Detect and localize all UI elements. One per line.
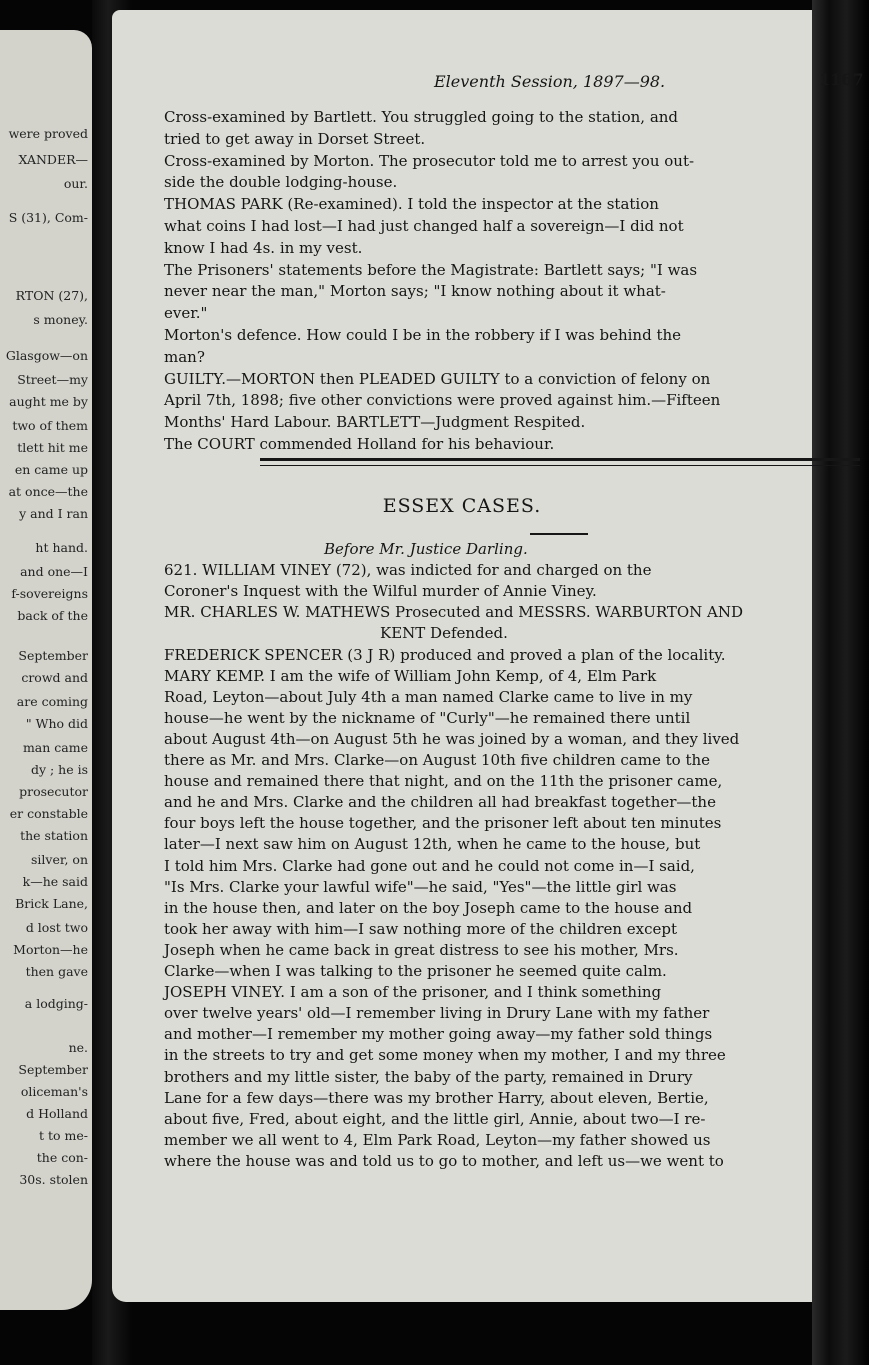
left-page-fragment: er constable — [9, 806, 88, 821]
left-page-fragment: " Who did — [25, 716, 88, 731]
top-line: never near the man," Morton says; "I know nothing about it what- — [164, 282, 666, 301]
left-page-fragment: s money. — [33, 312, 88, 327]
bottom-line: brothers and my little sister, the baby of the party, remained in Drury — [164, 1067, 693, 1086]
top-line: ever." — [164, 304, 208, 323]
bottom-line: there as Mr. and Mrs. Clarke—on August 10th five children came to the — [164, 751, 711, 769]
left-facing-page — [0, 30, 92, 1310]
left-page-fragment: ht hand. — [35, 540, 88, 555]
left-page-fragment: Brick Lane, — [15, 896, 88, 911]
top-line: THOMAS PARK (Re-examined). I told the inspector at the station — [164, 195, 659, 214]
bottom-line: FREDERICK SPENCER (3 J R) produced and proved a plan of the locality. — [164, 645, 726, 664]
bottom-line: member we all went to 4, Elm Park Road, Leyton—my father showed us — [164, 1130, 711, 1149]
bottom-line: took her away with him—I saw nothing more of the children except — [164, 919, 678, 938]
left-page-fragment: d lost two — [25, 920, 88, 935]
page-number: 1167 — [819, 70, 864, 89]
top-line: Cross-examined by Bartlett. You struggled going to the station, and — [164, 108, 679, 126]
left-page-fragment: back of the — [17, 608, 88, 623]
bottom-line: Joseph when he came back in great distress to see his mother, Mrs. — [164, 940, 679, 959]
bottom-line: in the streets to try and get some money when my mother, I and my three — [164, 1046, 726, 1065]
left-page-fragment: dy ; he is — [30, 762, 88, 777]
left-page-fragment: the con- — [36, 1150, 88, 1165]
running-title: Eleventh Session, 1897—98. — [434, 72, 666, 91]
bottom-line: Lane for a few days—there was my brother Harry, about eleven, Bertie, — [164, 1088, 709, 1107]
left-page-fragment: at once—the — [8, 484, 88, 499]
bottom-line: Clarke—when I was talking to the prisoner he seemed quite calm. — [164, 962, 667, 980]
top-line: know I had 4s. in my vest. — [164, 238, 363, 257]
bottom-line: MARY KEMP. I am the wife of William John Kemp, of 4, Elm Park — [164, 666, 657, 685]
bottom-line: Before Mr. Justice Darling. — [324, 540, 528, 558]
left-page-fragment: man came — [22, 740, 88, 755]
section-title: ESSEX CASES. — [382, 495, 542, 517]
left-page-fragment: were proved — [8, 126, 88, 141]
bottom-line: where the house was and told us to go to mother, and left us—we went to — [164, 1151, 724, 1170]
top-line: Cross-examined by Morton. The prosecutor told me to arrest you out- — [164, 151, 695, 170]
bottom-line: 621. WILLIAM VINEY (72), was indicted for and charged on the — [164, 561, 652, 580]
top-line: The Prisoners' statements before the Magistrate: Bartlett says; "I was — [164, 260, 698, 279]
left-page-fragment: S (31), Com- — [8, 210, 88, 225]
bottom-line: and he and Mrs. Clarke and the children all had breakfast together—the — [164, 793, 716, 812]
double-rule-bottom — [260, 465, 860, 466]
top-line: tried to get away in Dorset Street. — [164, 129, 426, 148]
short-rule — [530, 533, 588, 535]
left-page-fragment: 30s. stolen — [19, 1172, 88, 1187]
bottom-line: MR. CHARLES W. MATHEWS Prosecuted and MESSRS. WARBURTON AND — [164, 603, 744, 622]
left-page-fragment: oliceman's — [20, 1084, 88, 1099]
left-page-fragment: Morton—he — [13, 942, 88, 957]
right-page — [112, 10, 864, 1302]
bottom-line: Road, Leyton—about July 4th a man named Clarke came to live in my — [164, 687, 693, 706]
bottom-line: house and remained there that night, and on the 11th the prisoner came, — [164, 772, 723, 791]
left-page-fragment: en came up — [14, 462, 88, 477]
left-page-fragment: and one—I — [20, 564, 88, 579]
left-page-fragment: tlett hit me — [17, 440, 88, 455]
left-page-fragment: Street—my — [17, 372, 88, 387]
left-page-fragment: y and I ran — [19, 506, 88, 521]
top-line: what coins I had lost—I had just changed half a sovereign—I did not — [164, 217, 684, 235]
left-page-fragment: d Holland — [26, 1106, 88, 1121]
top-line: GUILTY.—MORTON then PLEADED GUILTY to a conviction of felony on — [164, 369, 711, 388]
left-page-fragment: September — [18, 648, 88, 663]
top-line: April 7th, 1898; five other convictions were proved against him.—Fifteen — [164, 391, 721, 410]
top-line: Morton's defence. How could I be in the robbery if I was behind the — [164, 326, 682, 344]
left-page-fragment: September — [18, 1062, 88, 1077]
left-page-fragment: prosecutor — [19, 784, 88, 799]
bottom-line: JOSEPH VINEY. I am a son of the prisoner, and I think something — [164, 983, 662, 1002]
left-page-fragment: RTON (27), — [15, 288, 88, 303]
left-page-fragment: f-sovereigns — [11, 586, 88, 601]
left-page-fragment: then gave — [25, 964, 88, 979]
top-line: man? — [164, 347, 205, 366]
bottom-line: about five, Fred, about eight, and the little girl, Annie, about two—I re- — [164, 1109, 706, 1128]
left-page-fragment: crowd and — [21, 670, 88, 685]
bottom-line: in the house then, and later on the boy Joseph came to the house and — [164, 898, 693, 917]
left-page-fragment: XANDER— — [18, 152, 88, 167]
bottom-line: I told him Mrs. Clarke had gone out and he could not come in—I said, — [164, 856, 695, 875]
left-page-fragment: silver, on — [31, 852, 88, 867]
bottom-line: KENT Defended. — [380, 624, 508, 643]
left-page-fragment: ne. — [68, 1040, 88, 1055]
top-line: side the double lodging-house. — [164, 173, 398, 192]
bottom-line: Coroner's Inquest with the Wilful murder of Annie Viney. — [164, 582, 597, 601]
left-page-fragment: aught me by — [9, 394, 88, 409]
left-page-fragment: k—he said — [22, 874, 88, 889]
left-page-fragment: a lodging- — [24, 996, 88, 1011]
bottom-line: later—I next saw him on August 12th, when he came to the house, but — [164, 835, 701, 854]
bottom-line: "Is Mrs. Clarke your lawful wife"—he said, "Yes"—the little girl was — [164, 877, 677, 896]
left-page-fragment: Glasgow—on — [5, 348, 88, 363]
bottom-line: over twelve years' old—I remember living in Drury Lane with my father — [164, 1004, 710, 1023]
left-page-fragment: two of them — [12, 418, 88, 433]
book-edge — [812, 0, 869, 1365]
left-page-fragment: t to me- — [39, 1128, 88, 1143]
bottom-line: about August 4th—on August 5th he was joined by a woman, and they lived — [164, 729, 740, 748]
left-page-fragment: our. — [63, 176, 88, 191]
bottom-line: house—he went by the nickname of "Curly"—he remained there until — [164, 708, 691, 727]
double-rule-top — [260, 458, 860, 461]
left-page-fragment: the station — [20, 828, 88, 843]
left-page-fragment: are coming — [16, 694, 88, 709]
top-line: Months' Hard Labour. BARTLETT—Judgment Respited. — [164, 413, 586, 432]
bottom-line: and mother—I remember my mother going away—my father sold things — [164, 1025, 713, 1044]
bottom-line: four boys left the house together, and the prisoner left about ten minutes — [164, 814, 722, 833]
top-line: The COURT commended Holland for his behaviour. — [164, 435, 555, 453]
